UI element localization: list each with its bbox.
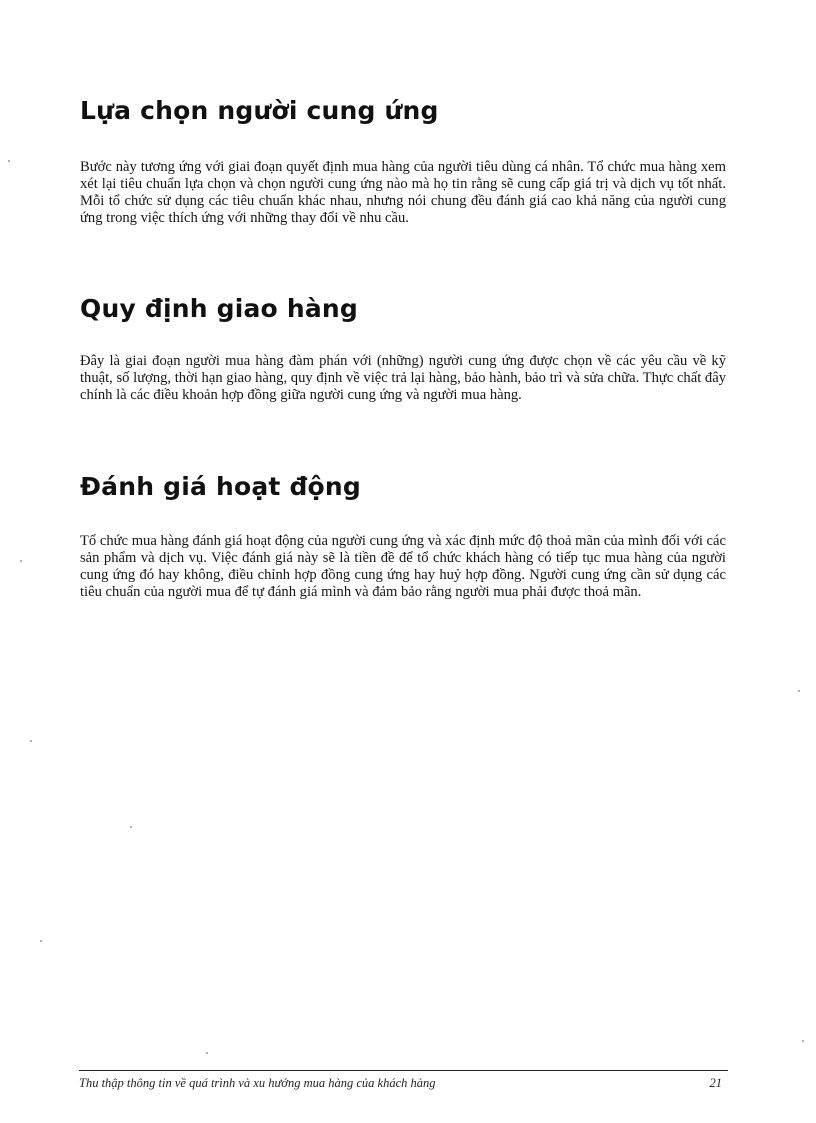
scan-speck bbox=[206, 1052, 208, 1054]
section-heading: Quy định giao hàng bbox=[80, 294, 358, 323]
footer-title: Thu thập thông tin về quá trình và xu hướng mua hàng của khách hàng bbox=[79, 1076, 436, 1090]
section-performance-review bbox=[80, 472, 726, 601]
page-number: 21 bbox=[709, 1076, 722, 1090]
scan-speck bbox=[798, 690, 800, 692]
section-delivery-terms bbox=[80, 294, 726, 404]
scan-speck bbox=[30, 740, 32, 742]
scan-speck bbox=[20, 560, 22, 562]
section-paragraph: Đây là giai đoạn người mua hàng đàm phán với (những) người cung ứng được chọn về các yêu cầu về kỹ thuật, số lượng, thời hạn giao hàng, quy định về việc trả lại hàng, bảo hành, bảo trì và sửa chữa. Thực chất đây chính là các điều khoản hợp đồng giữa người cung ứng và người mua hàng. bbox=[80, 353, 726, 403]
section-heading: Đánh giá hoạt động bbox=[80, 472, 362, 501]
page-footer bbox=[79, 1070, 728, 1096]
scan-speck bbox=[130, 826, 132, 828]
scan-speck bbox=[40, 940, 42, 942]
section-paragraph: Tổ chức mua hàng đánh giá hoạt động của người cung ứng và xác định mức độ thoả mãn của mình đối với các sản phẩm và dịch vụ. Việc đánh giá này sẽ là tiền đề để tổ chức khách hàng có tiếp tục mua hàng của người cung ứng đó hay không, điều chỉnh hợp đồng cung ứng hay huỷ hợp đồng. Người cung ứng cần sử dụng các tiêu chuẩn của người mua để tự đánh giá mình và đảm bảo rằng người mua phải được thoả mãn. bbox=[80, 533, 726, 600]
section-supplier-selection bbox=[80, 96, 726, 227]
section-paragraph: Bước này tương ứng với giai đoạn quyết định mua hàng của người tiêu dùng cá nhân. Tổ chức mua hàng xem xét lại tiêu chuẩn lựa chọn và chọn người cung ứng nào mà họ tin rằng sẽ cung cấp giá trị và dịch vụ tốt nhất. Mỗi tổ chức sử dụng các tiêu chuẩn khác nhau, nhưng nói chung đều đánh giá cao khả năng của người cung ứng trong việc thích ứng với những thay đổi về nhu cầu. bbox=[80, 159, 726, 226]
scan-speck bbox=[8, 160, 10, 162]
scan-speck bbox=[802, 1040, 804, 1042]
section-heading: Lựa chọn người cung ứng bbox=[80, 96, 439, 125]
